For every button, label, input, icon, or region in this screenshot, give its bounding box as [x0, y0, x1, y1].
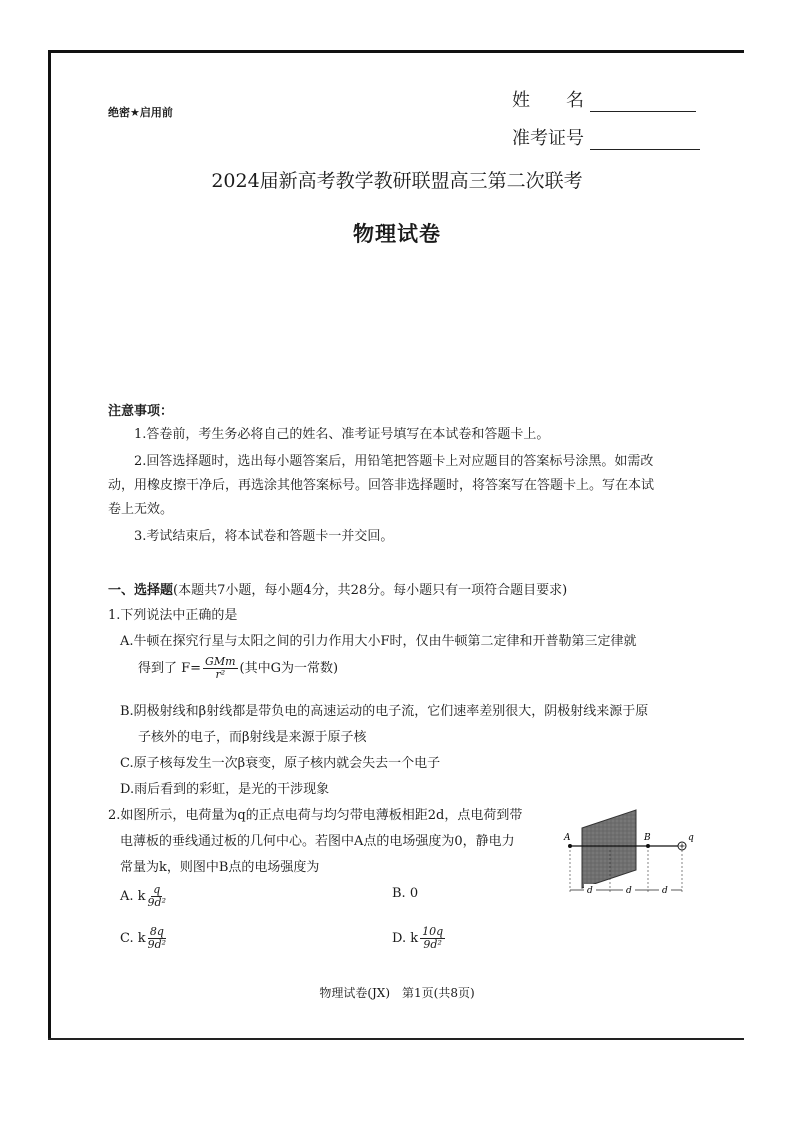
notice-item-1: 1.答卷前，考生务必将自己的姓名、准考证号填写在本试卷和答题卡上。	[134, 427, 550, 442]
dim-label-1: d	[587, 886, 593, 896]
q2-c-den: 9d²	[147, 938, 167, 951]
q1-stem: 1.下列说法中正确的是	[108, 608, 238, 623]
section-1-title: 一、选择题	[108, 583, 174, 598]
name-blank-line	[590, 91, 696, 112]
q1-a-frac-num: GMm	[205, 655, 236, 668]
q2-d-label: D. k	[392, 931, 419, 946]
subject-title: 物理试卷	[353, 222, 441, 246]
dim-label-2: d	[626, 886, 632, 896]
q1-option-c: C.原子核每发生一次β衰变，原子核内就会失去一个电子	[120, 756, 441, 771]
q1-option-a-line-1: A.牛顿在探究行星与太阳之间的引力作用大小F时，仅由牛顿第二定律和开普勒第三定律就	[120, 634, 637, 649]
q2-figure	[560, 800, 700, 900]
q2-c-num: 8q	[149, 925, 164, 938]
dim-label-3: d	[662, 886, 668, 896]
id-field	[512, 124, 700, 150]
label-q: q	[688, 833, 694, 843]
id-label: 准考证号	[512, 128, 584, 149]
frame-left-border	[48, 50, 51, 1040]
id-blank-line	[590, 129, 700, 150]
q2-a-den: 9d²	[147, 896, 166, 909]
point-a-dot	[568, 844, 572, 848]
q2-c-label: C. k	[120, 931, 146, 946]
q1-a-frac-den: r²	[215, 668, 226, 681]
q1-option-b-line-2: 子核外的电子，而β射线是来源于原子核	[138, 730, 367, 745]
q1-option-b-line-1: B.阴极射线和β射线都是带负电的高速运动的电子流，它们速率差别很大，阴极射线来源于原	[120, 704, 649, 719]
q1-option-a-line-2	[138, 656, 338, 681]
frame-bottom-border	[48, 1038, 744, 1040]
label-a: A	[564, 833, 571, 843]
q2-a-num: q	[153, 883, 161, 896]
name-label: 姓 名	[512, 90, 584, 111]
q2-option-b: B. 0	[392, 886, 419, 901]
section-1-note: (本题共7小题，每小题4分，共28分。每小题只有一项符合题目要求)	[173, 583, 568, 598]
exam-title: 2024届新高考教学教研联盟高三第二次联考	[211, 170, 583, 192]
section-1-heading	[108, 579, 567, 598]
notice-heading: 注意事项：	[108, 404, 174, 419]
notice-item-2-line-2: 动，用橡皮擦干净后，再选涂其他答案标号。回答非选择题时，将答案写在答题卡上。写在本试	[108, 478, 655, 493]
notice-item-2-line-1: 2.回答选择题时，选出每小题答案后，用铅笔把答题卡上对应题目的答案标号涂黑。如需改	[134, 454, 654, 469]
notice-item-2-line-3: 卷上无效。	[108, 502, 174, 517]
q1-option-d: D.雨后看到的彩虹，是光的干涉现象	[120, 782, 330, 797]
secret-label: 绝密★启用前	[108, 106, 173, 119]
q2-d-den: 9d²	[423, 938, 442, 951]
frame-top-border	[48, 50, 744, 53]
q2-stem-line-3: 常量为k，则图中B点的电场强度为	[120, 860, 320, 875]
q2-stem-line-2: 电薄板的垂线通过板的几何中心。若图中A点的电场强度为0，静电力	[120, 834, 515, 849]
q2-option-d	[392, 926, 447, 951]
q1-a-fraction	[203, 656, 237, 681]
q2-c-fraction	[148, 926, 166, 951]
notice-item-3: 3.考试结束后，将本试卷和答题卡一并交回。	[134, 529, 394, 544]
q2-stem-line-1: 2.如图所示，电荷量为q的正点电荷与均匀带电薄板相距2d，点电荷到带	[108, 808, 523, 823]
label-b: B	[644, 833, 651, 843]
q2-option-c	[120, 926, 168, 951]
point-b-dot	[646, 844, 650, 848]
q2-d-fraction	[420, 926, 445, 951]
q2-a-label: A. k	[120, 889, 146, 904]
q1-a-formula-suffix: (其中G为一常数)	[239, 661, 339, 676]
q2-a-fraction	[148, 884, 166, 909]
page-footer: 物理试卷(JX) 第1页(共8页)	[319, 986, 475, 1000]
q1-a-formula-prefix: 得到了 F=	[138, 661, 202, 676]
name-field	[512, 86, 696, 112]
q2-option-a	[120, 884, 168, 909]
q2-d-num: 10q	[422, 925, 444, 938]
charged-plate	[582, 810, 636, 888]
